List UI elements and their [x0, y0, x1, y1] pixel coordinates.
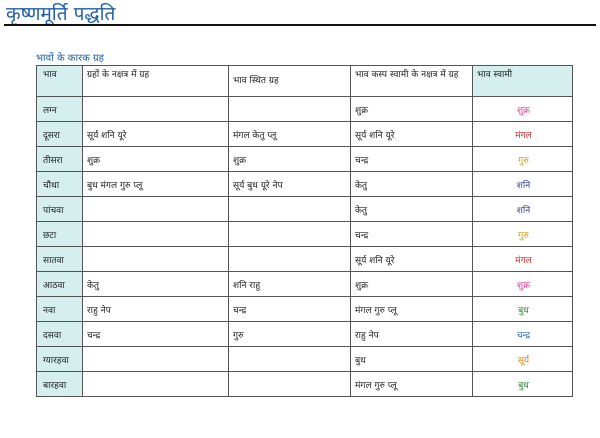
cell-bhav: नवा: [37, 297, 83, 322]
cell-planets-in-nakshatra: राहु नेप: [83, 297, 229, 322]
cell-cusp-lord-nakshatra: मंगल गुरु प्लू: [351, 372, 473, 397]
bhav-lord-label: शुक्र: [516, 280, 531, 291]
header-bhav: भाव: [37, 66, 83, 97]
cell-cusp-lord-nakshatra: सूर्य शनि यूरे: [351, 122, 473, 147]
cell-planets-in-bhav: शनि राहु: [229, 272, 351, 297]
bhav-lord-label: गुरु: [518, 230, 529, 241]
bhav-lord-label: शनि: [516, 205, 531, 216]
karak-table: [36, 65, 573, 397]
cell-cusp-lord-nakshatra: केतु: [351, 172, 473, 197]
header-planets-in-bhav: भाव स्थित ग्रह: [229, 66, 351, 97]
cell-bhav-lord: [473, 322, 573, 347]
cell-planets-in-nakshatra: सूर्य शनि यूरे: [83, 122, 229, 147]
cell-planets-in-nakshatra: [83, 372, 229, 397]
cell-planets-in-bhav: मंगल केतु प्लू: [229, 122, 351, 147]
cell-cusp-lord-nakshatra: शुक्र: [351, 272, 473, 297]
header-bhav-lord: भाव स्वामी: [473, 66, 573, 97]
bhav-lord-label: मंगल: [515, 130, 532, 141]
cell-cusp-lord-nakshatra: बुध: [351, 347, 473, 372]
cell-planets-in-bhav: [229, 97, 351, 122]
bhav-lord-label: चन्द्र: [516, 330, 531, 341]
cell-bhav-lord: [473, 272, 573, 297]
cell-cusp-lord-nakshatra: चन्द्र: [351, 222, 473, 247]
table-row: [37, 322, 573, 347]
cell-planets-in-bhav: [229, 197, 351, 222]
bhav-lord-label: शुक्र: [516, 105, 531, 116]
table-row: [37, 97, 573, 122]
cell-bhav: आठवा: [37, 272, 83, 297]
cell-cusp-lord-nakshatra: मंगल गुरु प्लू: [351, 297, 473, 322]
cell-bhav: दसवा: [37, 322, 83, 347]
table-row: [37, 147, 573, 172]
cell-planets-in-bhav: सूर्य बुध यूरे नेप: [229, 172, 351, 197]
cell-planets-in-nakshatra: [83, 97, 229, 122]
cell-bhav: छटा: [37, 222, 83, 247]
bhav-lord-label: गुरु: [518, 155, 529, 166]
cell-planets-in-bhav: शुक्र: [229, 147, 351, 172]
cell-bhav: चौथा: [37, 172, 83, 197]
cell-bhav: लग्न: [37, 97, 83, 122]
cell-bhav: ग्यारहवा: [37, 347, 83, 372]
cell-bhav-lord: [473, 147, 573, 172]
table-row: [37, 222, 573, 247]
table-row: [37, 272, 573, 297]
table-header-row: [37, 66, 573, 97]
cell-cusp-lord-nakshatra: केतु: [351, 197, 473, 222]
cell-bhav-lord: [473, 297, 573, 322]
cell-planets-in-nakshatra: [83, 222, 229, 247]
bhav-lord-label: मंगल: [515, 255, 532, 266]
header-planets-in-nakshatra: ग्रहों के नक्षत्र में ग्रह: [83, 66, 229, 97]
cell-planets-in-bhav: [229, 222, 351, 247]
cell-bhav-lord: [473, 122, 573, 147]
title-underline-rule: [4, 24, 596, 26]
table-row: [37, 247, 573, 272]
bhav-lord-label: सूर्य: [517, 355, 530, 366]
page-title: कृष्णमूर्ति पद्धति: [6, 3, 116, 25]
cell-planets-in-bhav: चन्द्र: [229, 297, 351, 322]
table-row: [37, 197, 573, 222]
cell-bhav-lord: [473, 372, 573, 397]
cell-bhav-lord: [473, 97, 573, 122]
cell-planets-in-bhav: [229, 372, 351, 397]
cell-bhav-lord: [473, 222, 573, 247]
cell-bhav: दूसरा: [37, 122, 83, 147]
cell-planets-in-bhav: [229, 247, 351, 272]
cell-bhav-lord: [473, 197, 573, 222]
cell-bhav: बारहवा: [37, 372, 83, 397]
cell-cusp-lord-nakshatra: सूर्य शनि यूरे: [351, 247, 473, 272]
bhav-lord-label: बुध: [518, 380, 529, 391]
cell-bhav: तीसरा: [37, 147, 83, 172]
bhav-lord-label: बुध: [518, 305, 529, 316]
cell-planets-in-nakshatra: [83, 347, 229, 372]
cell-planets-in-nakshatra: [83, 247, 229, 272]
cell-planets-in-nakshatra: शुक्र: [83, 147, 229, 172]
table-row: [37, 347, 573, 372]
cell-planets-in-nakshatra: बुध मंगल गुरु प्लू: [83, 172, 229, 197]
cell-cusp-lord-nakshatra: राहु नेप: [351, 322, 473, 347]
table-row: [37, 297, 573, 322]
cell-planets-in-bhav: [229, 347, 351, 372]
cell-bhav-lord: [473, 247, 573, 272]
cell-bhav-lord: [473, 347, 573, 372]
cell-planets-in-bhav: गुरु: [229, 322, 351, 347]
header-cusp-lord-nakshatra: भाव कस्प स्वामी के नक्षत्र में ग्रह: [351, 66, 473, 97]
cell-planets-in-nakshatra: [83, 197, 229, 222]
cell-cusp-lord-nakshatra: शुक्र: [351, 97, 473, 122]
cell-cusp-lord-nakshatra: चन्द्र: [351, 147, 473, 172]
table-body: [37, 97, 573, 397]
cell-bhav: सातवा: [37, 247, 83, 272]
cell-bhav-lord: [473, 172, 573, 197]
table-row: [37, 122, 573, 147]
bhav-lord-label: शनि: [516, 180, 531, 191]
table-caption: भावों के कारक ग्रह: [36, 53, 104, 64]
cell-bhav: पांचवा: [37, 197, 83, 222]
table-row: [37, 172, 573, 197]
cell-planets-in-nakshatra: चन्द्र: [83, 322, 229, 347]
cell-planets-in-nakshatra: केतु: [83, 272, 229, 297]
table-row: [37, 372, 573, 397]
